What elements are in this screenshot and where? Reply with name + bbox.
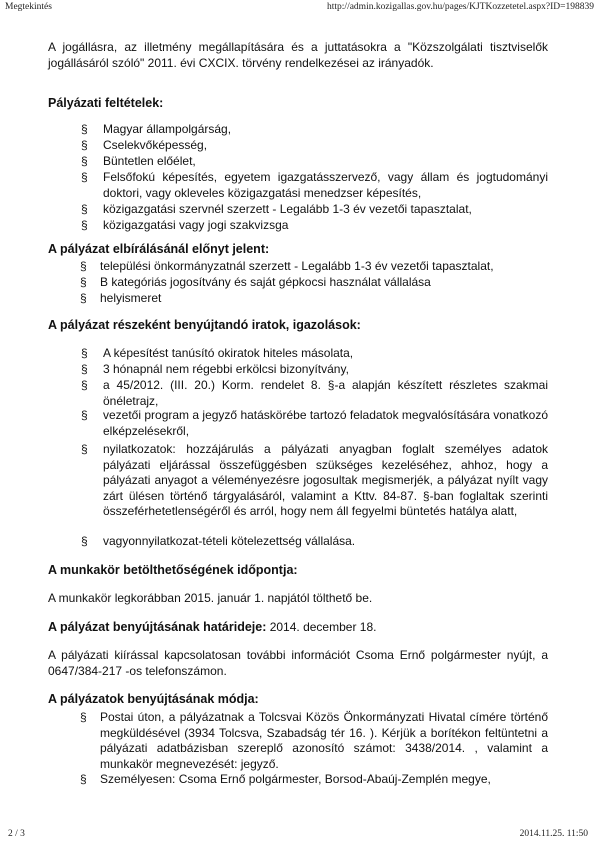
print-header-url: http://admin.kozigallas.gov.hu/pages/KJTKozzetetel.aspx?ID=198839: [327, 2, 594, 12]
section-symbol: §: [81, 442, 88, 456]
start-text: A munkakör legkorábban 2015. január 1. napjától tölthető be.: [48, 591, 373, 605]
print-footer: [8, 829, 588, 843]
list-item: § Felsőfokú képesítés, egyetem igazgatásszervező, vagy állam és jogtudományi doktori, vagy okleveles közigazgatási menedzser képesítés,: [81, 170, 548, 200]
section-symbol: §: [80, 291, 87, 305]
intro-paragraph: A jogállásra, az illetmény megállapítására és a juttatásokra a "Közszolgálati tisztviselők jogállásáról szóló" 2011. évi CXCIX. törvény rendelkezései az irányadók.: [48, 40, 548, 70]
list-item: § vezetői program a jegyző hatáskörébe tartozó feladatok megvalósítására vonatkozó elképzelésekről,: [81, 408, 548, 438]
section-symbol: §: [81, 534, 88, 548]
section-symbol: §: [81, 170, 88, 184]
deadline-line: [48, 620, 548, 636]
section-symbol: §: [81, 138, 88, 152]
section-symbol: §: [81, 362, 88, 376]
section-symbol: §: [81, 202, 88, 216]
deadline-label: A pályázat benyújtásának határideje:: [48, 620, 267, 634]
list-item: § Magyar állampolgárság,: [81, 122, 232, 136]
print-header: [5, 2, 594, 16]
list-item: § a 45/2012. (III. 20.) Korm. rendelet 8. §-a alapján készített részletes szakmai önéletrajz,: [81, 378, 548, 408]
list-item: § közigazgatási szervnél szerzett - Legalább 1-3 év vezetői tapasztalat,: [81, 202, 472, 216]
advantages-heading: A pályázat elbírálásánál előnyt jelent:: [48, 242, 270, 256]
list-item: § vagyonnyilatkozat-tételi kötelezettség vállalása.: [81, 534, 356, 548]
section-symbol: §: [80, 710, 87, 724]
section-symbol: §: [81, 408, 88, 422]
section-symbol: §: [80, 259, 87, 273]
section-symbol: §: [81, 122, 88, 136]
info-paragraph: A pályázati kiírással kapcsolatosan további információt Csoma Ernő polgármester nyújt, a 0647/384-217 -os telefonszámon.: [48, 648, 548, 678]
list-item: § nyilatkozatok: hozzájárulás a pályázati anyagban foglalt személyes adatok pályázati eljárással összefüggésben szükséges kezeléséhez, ahhoz, hogy a pályázati anyagot a véleményezésre jogosultak megismerjék, a pályázat nyílt vagy zárt ülésen történő tárgyalásáról, valamint a Kttv. 84-87. §-ban foglaltak szerinti összeférhetetlenségéről és arról, hogy nem áll fegyelmi büntetés hatálya alatt,: [81, 442, 548, 518]
list-item: § helyismeret: [80, 291, 162, 305]
section-symbol: §: [81, 154, 88, 168]
section-symbol: §: [80, 275, 87, 289]
list-item: § Postai úton, a pályázatnak a Tolcsvai Közös Önkormányzati Hivatal címére történő megküldésével (3934 Tolcsva, Szabadság tér 16. ). Kérjük a borítékon feltüntetni a pályázati adatbázisban szereplő azonosító számot: 3438/2014. , valamint a munkakör megnevezését: jegyző.: [80, 710, 548, 771]
section-symbol: §: [81, 346, 88, 360]
print-timestamp: 2014.11.25. 11:50: [519, 829, 588, 839]
list-item: § A képesítést tanúsító okiratok hiteles másolata,: [81, 346, 354, 360]
start-heading: A munkakör betölthetőségének időpontja:: [48, 563, 298, 577]
documents-heading: A pályázat részeként benyújtandó iratok, igazolások:: [48, 318, 361, 332]
list-item: § Személyesen: Csoma Ernő polgármester, Borsod-Abaúj-Zemplén megye,: [80, 772, 491, 786]
list-item: § B kategóriás jogosítvány és saját gépkocsi használat vállalása: [80, 275, 431, 289]
conditions-heading: Pályázati feltételek:: [48, 96, 164, 110]
section-symbol: §: [81, 378, 88, 392]
section-symbol: §: [80, 772, 87, 786]
deadline-value: 2014. december 18.: [266, 620, 377, 634]
list-item: § közigazgatási vagy jogi szakvizsga: [81, 218, 289, 232]
list-item: § települési önkormányzatnál szerzett - Legalább 1-3 év vezetői tapasztalat,: [80, 259, 494, 273]
list-item: § Cselekvőképesség,: [81, 138, 208, 152]
print-header-title: Megtekintés: [5, 2, 52, 12]
section-symbol: §: [81, 218, 88, 232]
list-item: § Büntetlen előélet,: [81, 154, 196, 168]
page-number: 2 / 3: [8, 829, 25, 839]
list-item: § 3 hónapnál nem régebbi erkölcsi bizonyítvány,: [81, 362, 349, 376]
submission-heading: A pályázatok benyújtásának módja:: [48, 692, 259, 706]
